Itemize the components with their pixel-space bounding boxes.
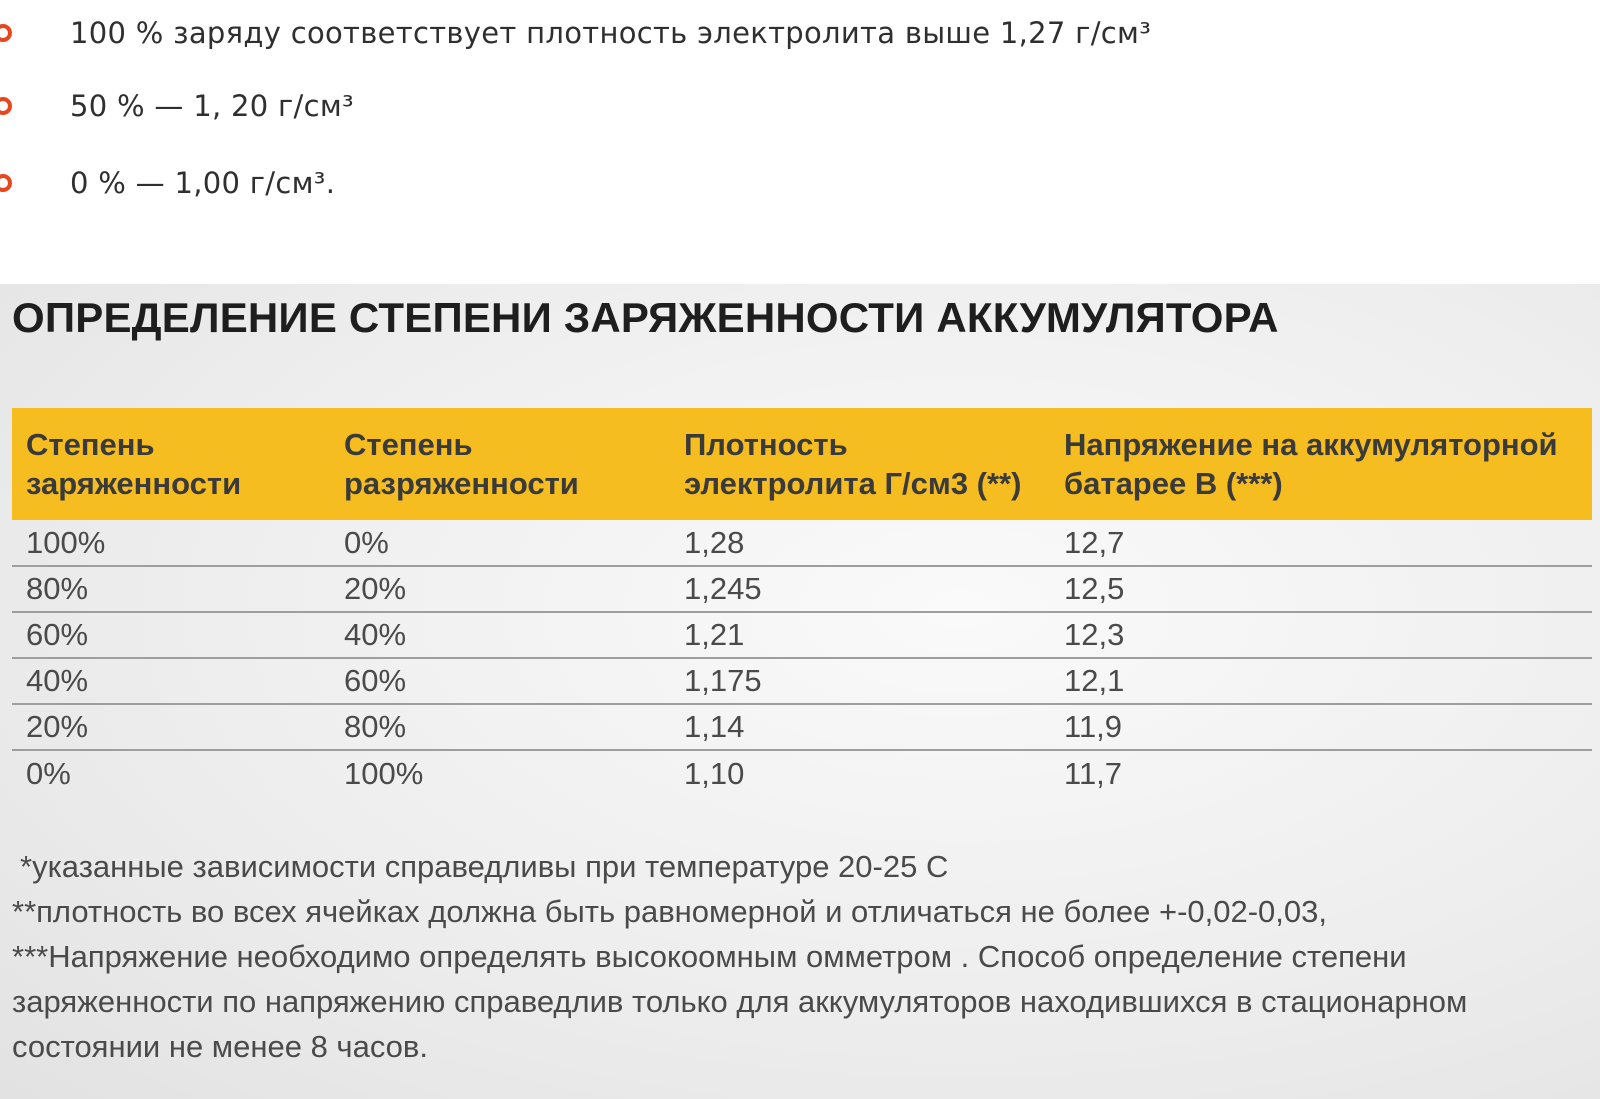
cell-charge: 0% <box>26 755 71 791</box>
header-battery-voltage: Напряжение на аккумуляторной батарее В (***) <box>1050 408 1592 520</box>
bullet-text: 100 % заряду соответствует плотность электролита выше 1,27 г/см³ <box>70 16 1152 50</box>
cell-charge: 60% <box>12 612 330 658</box>
bullet-text: 0 % — 1,00 г/см³. <box>70 166 336 200</box>
circle-bullet-icon <box>0 97 12 115</box>
table-row <box>12 612 1592 658</box>
cell-density: 1,28 <box>670 520 1050 566</box>
cell-charge: 100% <box>12 520 330 566</box>
cell-charge: 40% <box>12 658 330 704</box>
header-charge-level: Степень заряженности <box>12 408 330 520</box>
cell-discharge: 60% <box>330 658 670 704</box>
charge-table <box>12 408 1592 796</box>
cell-voltage: 11,7 <box>1064 755 1123 791</box>
cell-charge: 20% <box>12 704 330 750</box>
charge-infographic <box>0 284 1600 1099</box>
cell-discharge: 100% <box>344 755 424 791</box>
cell-charge: 80% <box>12 566 330 612</box>
table-row <box>12 750 1592 796</box>
cell-discharge: 40% <box>330 612 670 658</box>
cell-voltage: 11,9 <box>1050 704 1592 750</box>
table-row <box>12 704 1592 750</box>
table-row <box>12 658 1592 704</box>
cell-discharge: 0% <box>330 520 670 566</box>
footnote-voltage: ***Напряжение необходимо определять высокоомным омметром . Способ определение степени заряженности по напряжению справедлив только для аккумуляторов находившихся в стационарном состоянии не менее 8 часов. <box>12 939 1468 1064</box>
table-header-row <box>12 408 1592 520</box>
bullet-text: 50 % — 1, 20 г/см³ <box>70 89 354 123</box>
cell-voltage: 12,1 <box>1050 658 1592 704</box>
footnotes <box>12 844 1582 1069</box>
footnote-density: **плотность во всех ячейках должна быть равномерной и отличаться не более +-0,02-0,03, <box>12 894 1328 929</box>
header-electrolyte-density: Плотность электролита Г/см3 (**) <box>670 408 1050 520</box>
circle-bullet-icon <box>0 174 12 192</box>
header-discharge-level: Степень разряженности <box>330 408 670 520</box>
table-row <box>12 520 1592 566</box>
cell-density: 1,175 <box>670 658 1050 704</box>
cell-voltage: 12,5 <box>1050 566 1592 612</box>
cell-density: 1,14 <box>670 704 1050 750</box>
cell-density: 1,10 <box>684 755 745 791</box>
cell-voltage: 12,3 <box>1050 612 1592 658</box>
cell-density: 1,245 <box>670 566 1050 612</box>
circle-bullet-icon <box>0 24 12 42</box>
cell-voltage: 12,7 <box>1050 520 1592 566</box>
cell-discharge: 80% <box>330 704 670 750</box>
footnote-temperature: *указанные зависимости справедливы при температуре 20-25 С <box>20 849 949 884</box>
table-row <box>12 566 1592 612</box>
infographic-title: ОПРЕДЕЛЕНИЕ СТЕПЕНИ ЗАРЯЖЕННОСТИ АККУМУЛЯТОРА <box>12 294 1279 341</box>
cell-discharge: 20% <box>330 566 670 612</box>
cell-density: 1,21 <box>670 612 1050 658</box>
